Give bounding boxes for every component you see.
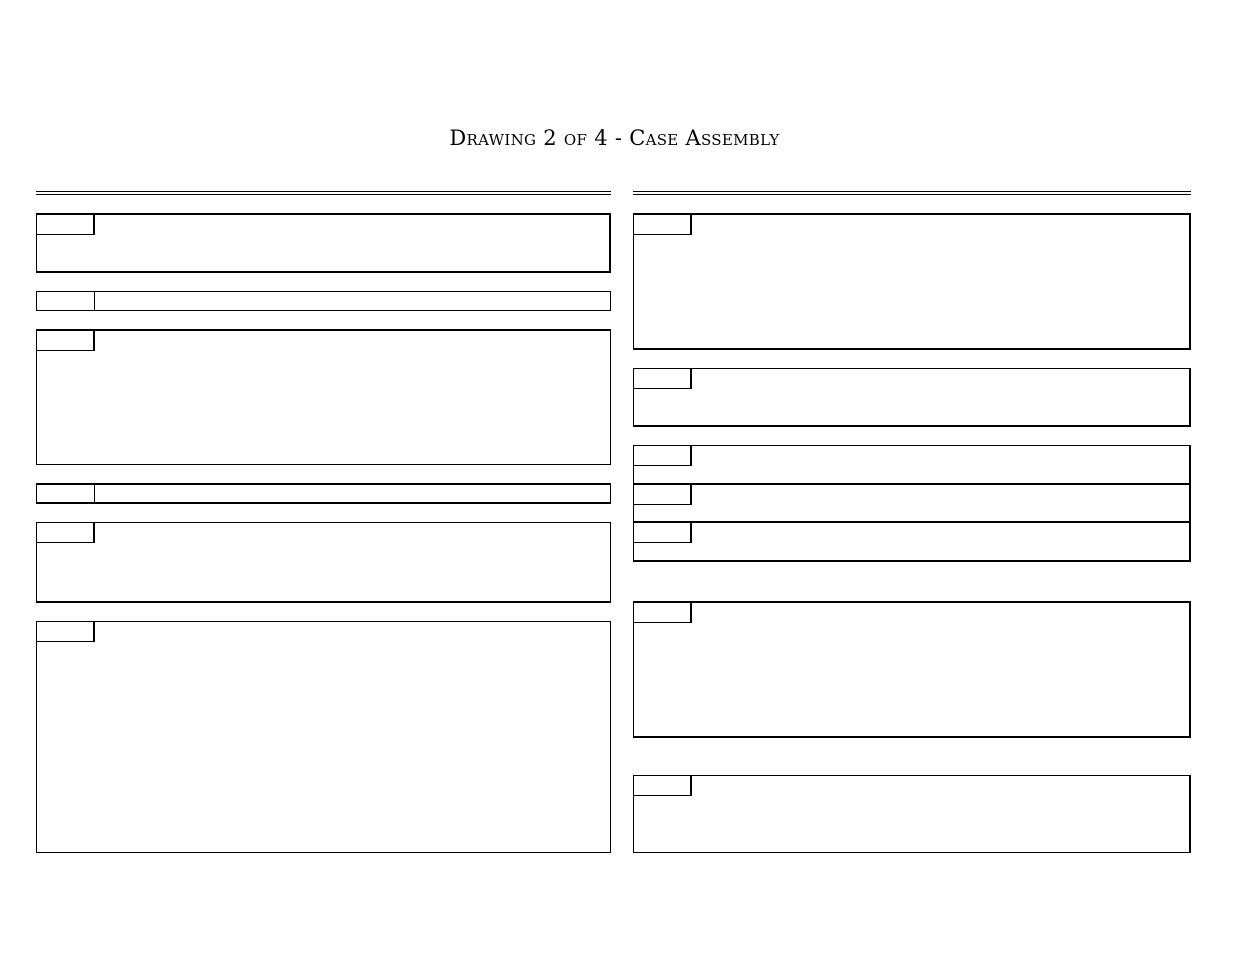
- left-panel-3: [36, 522, 611, 603]
- right-panel-7-tab: [634, 776, 692, 796]
- right-panel-4-tab: [634, 485, 692, 505]
- right-panel-5: [633, 522, 1191, 562]
- right-panel-6-tab: [634, 603, 692, 623]
- left-strip-2-cell: [37, 485, 95, 502]
- left-panel-1-tab: [37, 215, 95, 235]
- right-panel-2: [633, 368, 1191, 427]
- left-panel-2: [36, 329, 611, 465]
- right-panel-6: [633, 601, 1191, 738]
- left-panel-4: [36, 621, 611, 853]
- left-panel-4-tab: [37, 622, 95, 642]
- left-header-rule: [36, 191, 611, 195]
- left-panel-1: [36, 213, 611, 273]
- right-panel-3: [633, 445, 1191, 484]
- right-header-rule: [633, 191, 1191, 195]
- right-panel-7: [633, 775, 1191, 853]
- left-strip-1-cell: [37, 292, 95, 310]
- page-title: Drawing 2 of 4 - Case Assembly: [449, 126, 780, 150]
- left-panel-2-tab: [37, 331, 95, 351]
- right-panel-1-tab: [634, 215, 692, 235]
- right-panel-5-tab: [634, 523, 692, 543]
- left-strip-1: [36, 291, 611, 311]
- right-panel-2-tab: [634, 369, 692, 389]
- right-panel-4: [633, 483, 1191, 522]
- right-panel-3-tab: [634, 446, 692, 466]
- left-panel-3-tab: [37, 523, 95, 543]
- left-strip-2: [36, 483, 611, 504]
- right-panel-1: [633, 213, 1191, 350]
